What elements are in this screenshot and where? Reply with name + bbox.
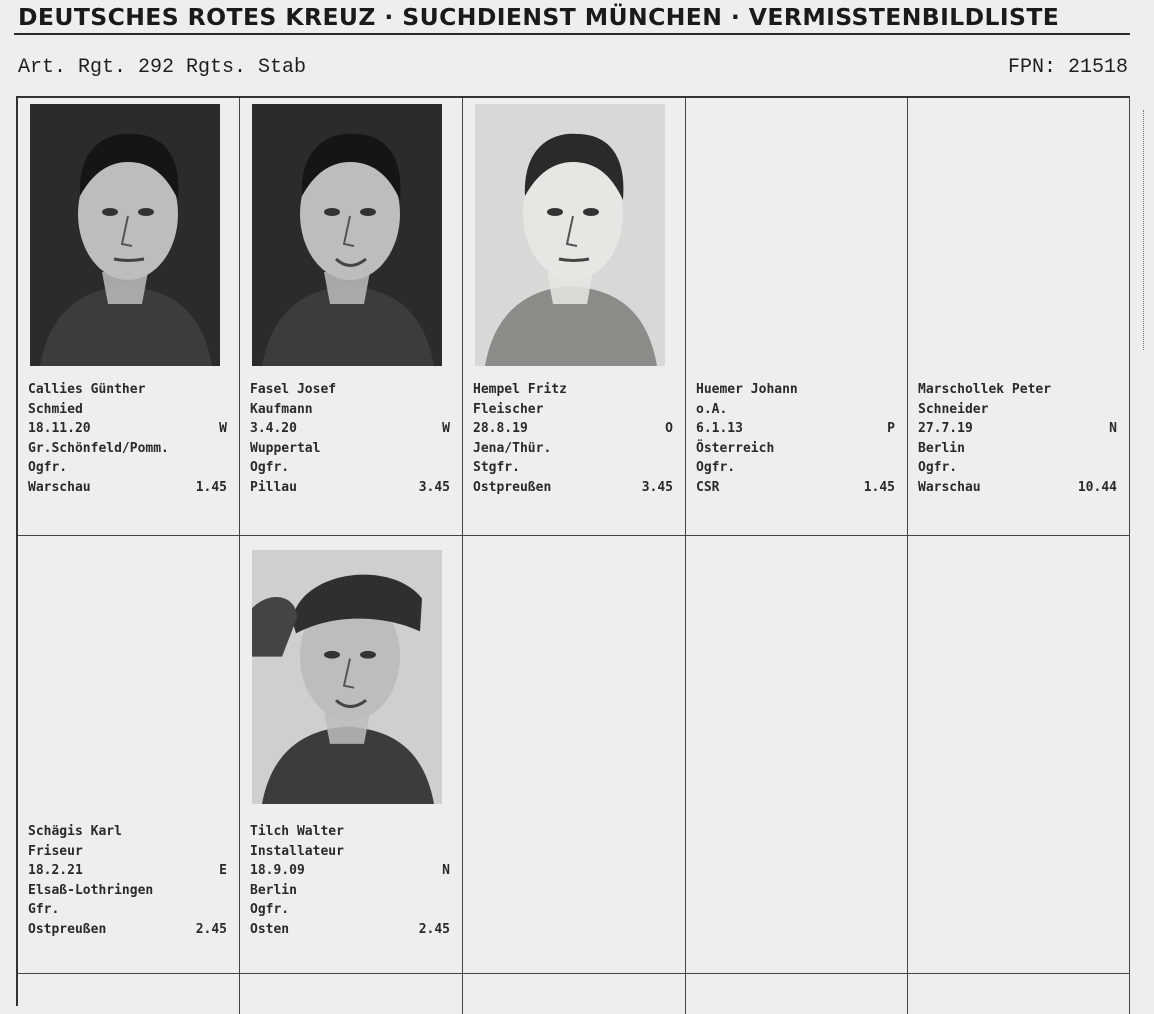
person-birthplace: Gr.Schönfeld/Pomm. [28,440,169,456]
person-birth-date: 28.8.19 [473,421,528,436]
info-row [250,478,450,498]
page-title: DEUTSCHES ROTES KREUZ · SUCHDIENST MÜNCHEN · VERMISSTENBILDLISTE [18,3,1060,31]
person-info [918,380,1117,497]
info-row [250,900,450,920]
info-row [28,822,227,842]
info-row [918,458,1117,478]
info-row [250,861,450,881]
person-date: 2.45 [418,921,450,937]
person-code: P [887,421,895,436]
person-birth-date: 6.1.13 [696,421,743,436]
info-row [250,419,450,439]
person-date: 10.44 [1077,479,1117,495]
info-row [28,380,227,400]
person-occupation: Schneider [918,401,989,417]
person-last-location: Warschau [918,479,981,495]
person-name: Callies Günther [28,382,146,397]
person-birthplace: Berlin [250,882,297,898]
person-name: Marschollek Peter [918,382,1052,397]
person-code: W [442,421,450,436]
person-code: W [219,421,227,436]
person-info [473,380,673,497]
person-info [28,822,227,939]
info-row [473,439,673,459]
person-date: 3.45 [418,479,450,495]
info-row [473,419,673,439]
person-last-location: Warschau [28,479,91,495]
person-rank: Gfr. [28,902,60,917]
person-photo [30,104,220,366]
unit-label: Art. Rgt. 292 Rgts. Stab [18,56,307,79]
grid-cell [908,974,1130,1014]
fpn-label: FPN: 21518 [1007,56,1128,79]
person-code: N [442,863,450,878]
person-rank: Ogfr. [28,460,68,475]
person-code: E [219,863,227,878]
edge-marks [1143,110,1152,350]
info-row [28,881,227,901]
info-row [918,380,1117,400]
person-birth-date: 18.2.21 [28,863,83,878]
person-birthplace: Wuppertal [250,440,321,456]
grid-cell [463,974,686,1014]
info-row [28,419,227,439]
grid-cell [908,536,1130,974]
info-row [696,439,895,459]
person-card [686,98,908,536]
info-row [28,900,227,920]
person-photo [252,104,442,366]
info-row [250,380,450,400]
person-code: N [1109,421,1117,436]
person-occupation: o.A. [696,401,728,417]
person-last-location: Ostpreußen [473,479,552,495]
person-birthplace: Österreich [696,440,775,456]
person-rank: Ogfr. [918,460,958,475]
grid-cell [18,974,240,1014]
person-birthplace: Elsaß-Lothringen [28,882,154,898]
person-birthplace: Jena/Thür. [473,440,552,456]
person-occupation: Friseur [28,843,83,859]
person-grid [16,96,1130,1006]
info-row [696,458,895,478]
person-name: Tilch Walter [250,824,344,839]
info-row [473,400,673,420]
info-row [918,439,1117,459]
info-row [28,400,227,420]
info-row [250,881,450,901]
info-row [28,458,227,478]
person-card [18,98,240,536]
person-last-location: CSR [696,479,720,495]
info-row [28,478,227,498]
info-row [696,419,895,439]
person-card [463,98,686,536]
person-birth-date: 18.9.09 [250,863,305,878]
info-row [473,478,673,498]
info-row [250,920,450,940]
person-name: Fasel Josef [250,382,337,397]
person-rank: Stgfr. [473,460,520,475]
info-row [250,400,450,420]
header-rule [14,33,1130,35]
info-row [696,478,895,498]
info-row [28,439,227,459]
grid-cell [463,536,686,974]
info-row [918,400,1117,420]
person-photo [252,550,442,804]
person-occupation: Kaufmann [250,401,313,417]
info-row [918,478,1117,498]
person-info [250,822,450,939]
person-rank: Ogfr. [696,460,736,475]
person-info [250,380,450,497]
person-card [240,98,463,536]
person-occupation: Schmied [28,401,83,417]
person-card [240,536,463,974]
person-name: Hempel Fritz [473,382,567,397]
info-row [250,458,450,478]
person-birth-date: 18.11.20 [28,421,91,436]
info-row [28,920,227,940]
person-last-location: Ostpreußen [28,921,107,937]
info-row [473,380,673,400]
person-last-location: Osten [250,921,290,937]
grid-cell [240,974,463,1014]
grid-cell [686,974,908,1014]
person-birth-date: 27.7.19 [918,421,973,436]
person-name: Schägis Karl [28,824,122,839]
person-date: 1.45 [863,479,895,495]
person-rank: Ogfr. [250,460,290,475]
grid-cell [686,536,908,974]
person-info [696,380,895,497]
person-photo [475,104,665,366]
info-row [473,458,673,478]
person-info [28,380,227,497]
info-row [28,842,227,862]
person-card [908,98,1130,536]
person-last-location: Pillau [250,479,297,495]
person-code: O [665,421,673,436]
person-date: 1.45 [195,479,227,495]
person-date: 2.45 [195,921,227,937]
person-date: 3.45 [641,479,673,495]
person-name: Huemer Johann [696,382,798,397]
info-row [918,419,1117,439]
info-row [250,439,450,459]
person-occupation: Fleischer [473,401,544,417]
info-row [28,861,227,881]
person-rank: Ogfr. [250,902,290,917]
person-birthplace: Berlin [918,440,965,456]
person-occupation: Installateur [250,843,344,859]
person-card [18,536,240,974]
info-row [250,842,450,862]
info-row [696,400,895,420]
info-row [250,822,450,842]
person-birth-date: 3.4.20 [250,421,297,436]
info-row [696,380,895,400]
